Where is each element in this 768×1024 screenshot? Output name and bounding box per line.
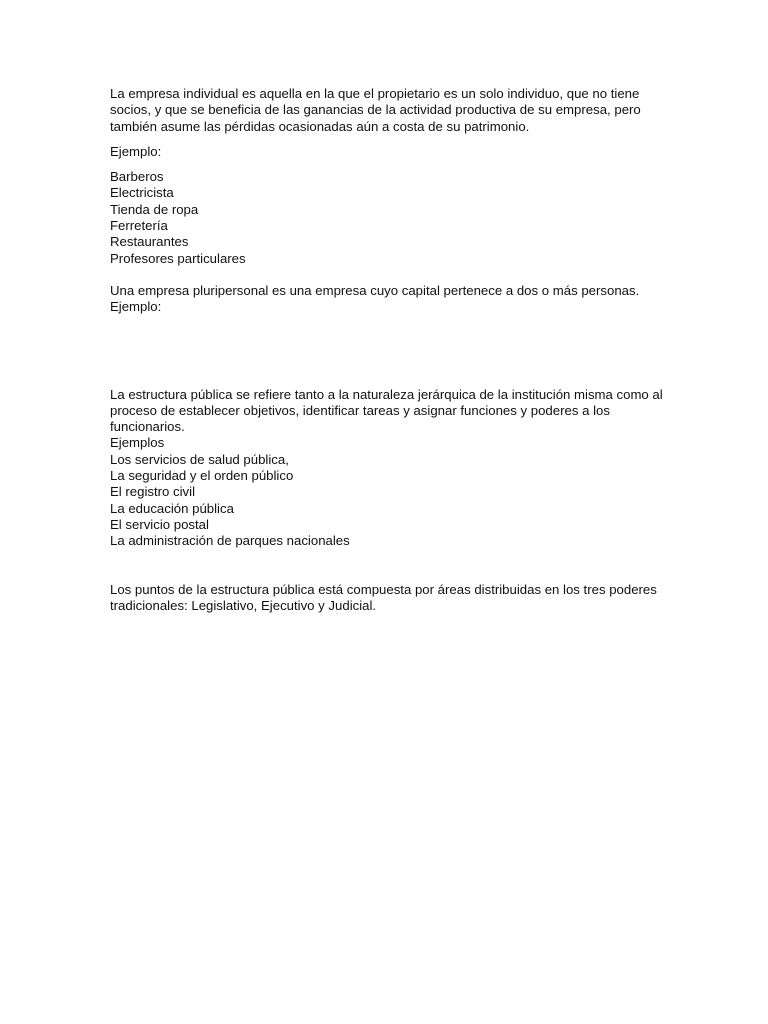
list-item: Los servicios de salud pública,: [110, 451, 289, 467]
list-item: La educación pública: [110, 500, 234, 516]
list-item: Restaurantes: [110, 234, 189, 250]
section-estructura-publica: [110, 387, 670, 550]
list-item: El registro civil: [110, 484, 196, 500]
section-pluripersonal: [110, 283, 670, 316]
list-item: Electricista: [110, 185, 174, 201]
paragraph-poderes-tradicionales: Los puntos de la estructura pública está compuesta por áreas distribuidas en los tres poderes tradicionales: Legislativo, Ejecutivo y Judicial.: [110, 581, 657, 613]
list-item: Profesores particulares: [110, 250, 246, 266]
example-label-publica: Ejemplos: [110, 435, 165, 451]
list-item: Tienda de ropa: [110, 201, 199, 217]
examples-list-individual: [110, 169, 670, 267]
list-item: El servicio postal: [110, 516, 209, 532]
paragraph-estructura-publica: La estructura pública se refiere tanto a la naturaleza jerárquica de la institución misma como al proceso de establecer objetivos, identificar tareas y asignar funciones y poderes a los funcionarios.: [110, 386, 663, 435]
list-item: Ferretería: [110, 218, 168, 234]
example-label-individual: Ejemplo:: [110, 143, 162, 159]
example-label-pluripersonal: Ejemplo:: [110, 299, 162, 315]
list-item: La seguridad y el orden público: [110, 468, 294, 484]
paragraph-empresa-individual: La empresa individual es aquella en la que el propietario es un solo individuo, que no tiene socios, y que se beneficia de las ganancias de la actividad productiva de su empresa, pero también asume las pérdidas ocasionadas aún a costa de su patrimonio.: [110, 86, 641, 134]
list-item: Barberos: [110, 169, 164, 185]
list-item: La administración de parques nacionales: [110, 533, 350, 549]
paragraph-empresa-pluripersonal: Una empresa pluripersonal es una empresa cuyo capital pertenece a dos o más personas.: [110, 282, 640, 298]
document-body: [110, 86, 670, 614]
